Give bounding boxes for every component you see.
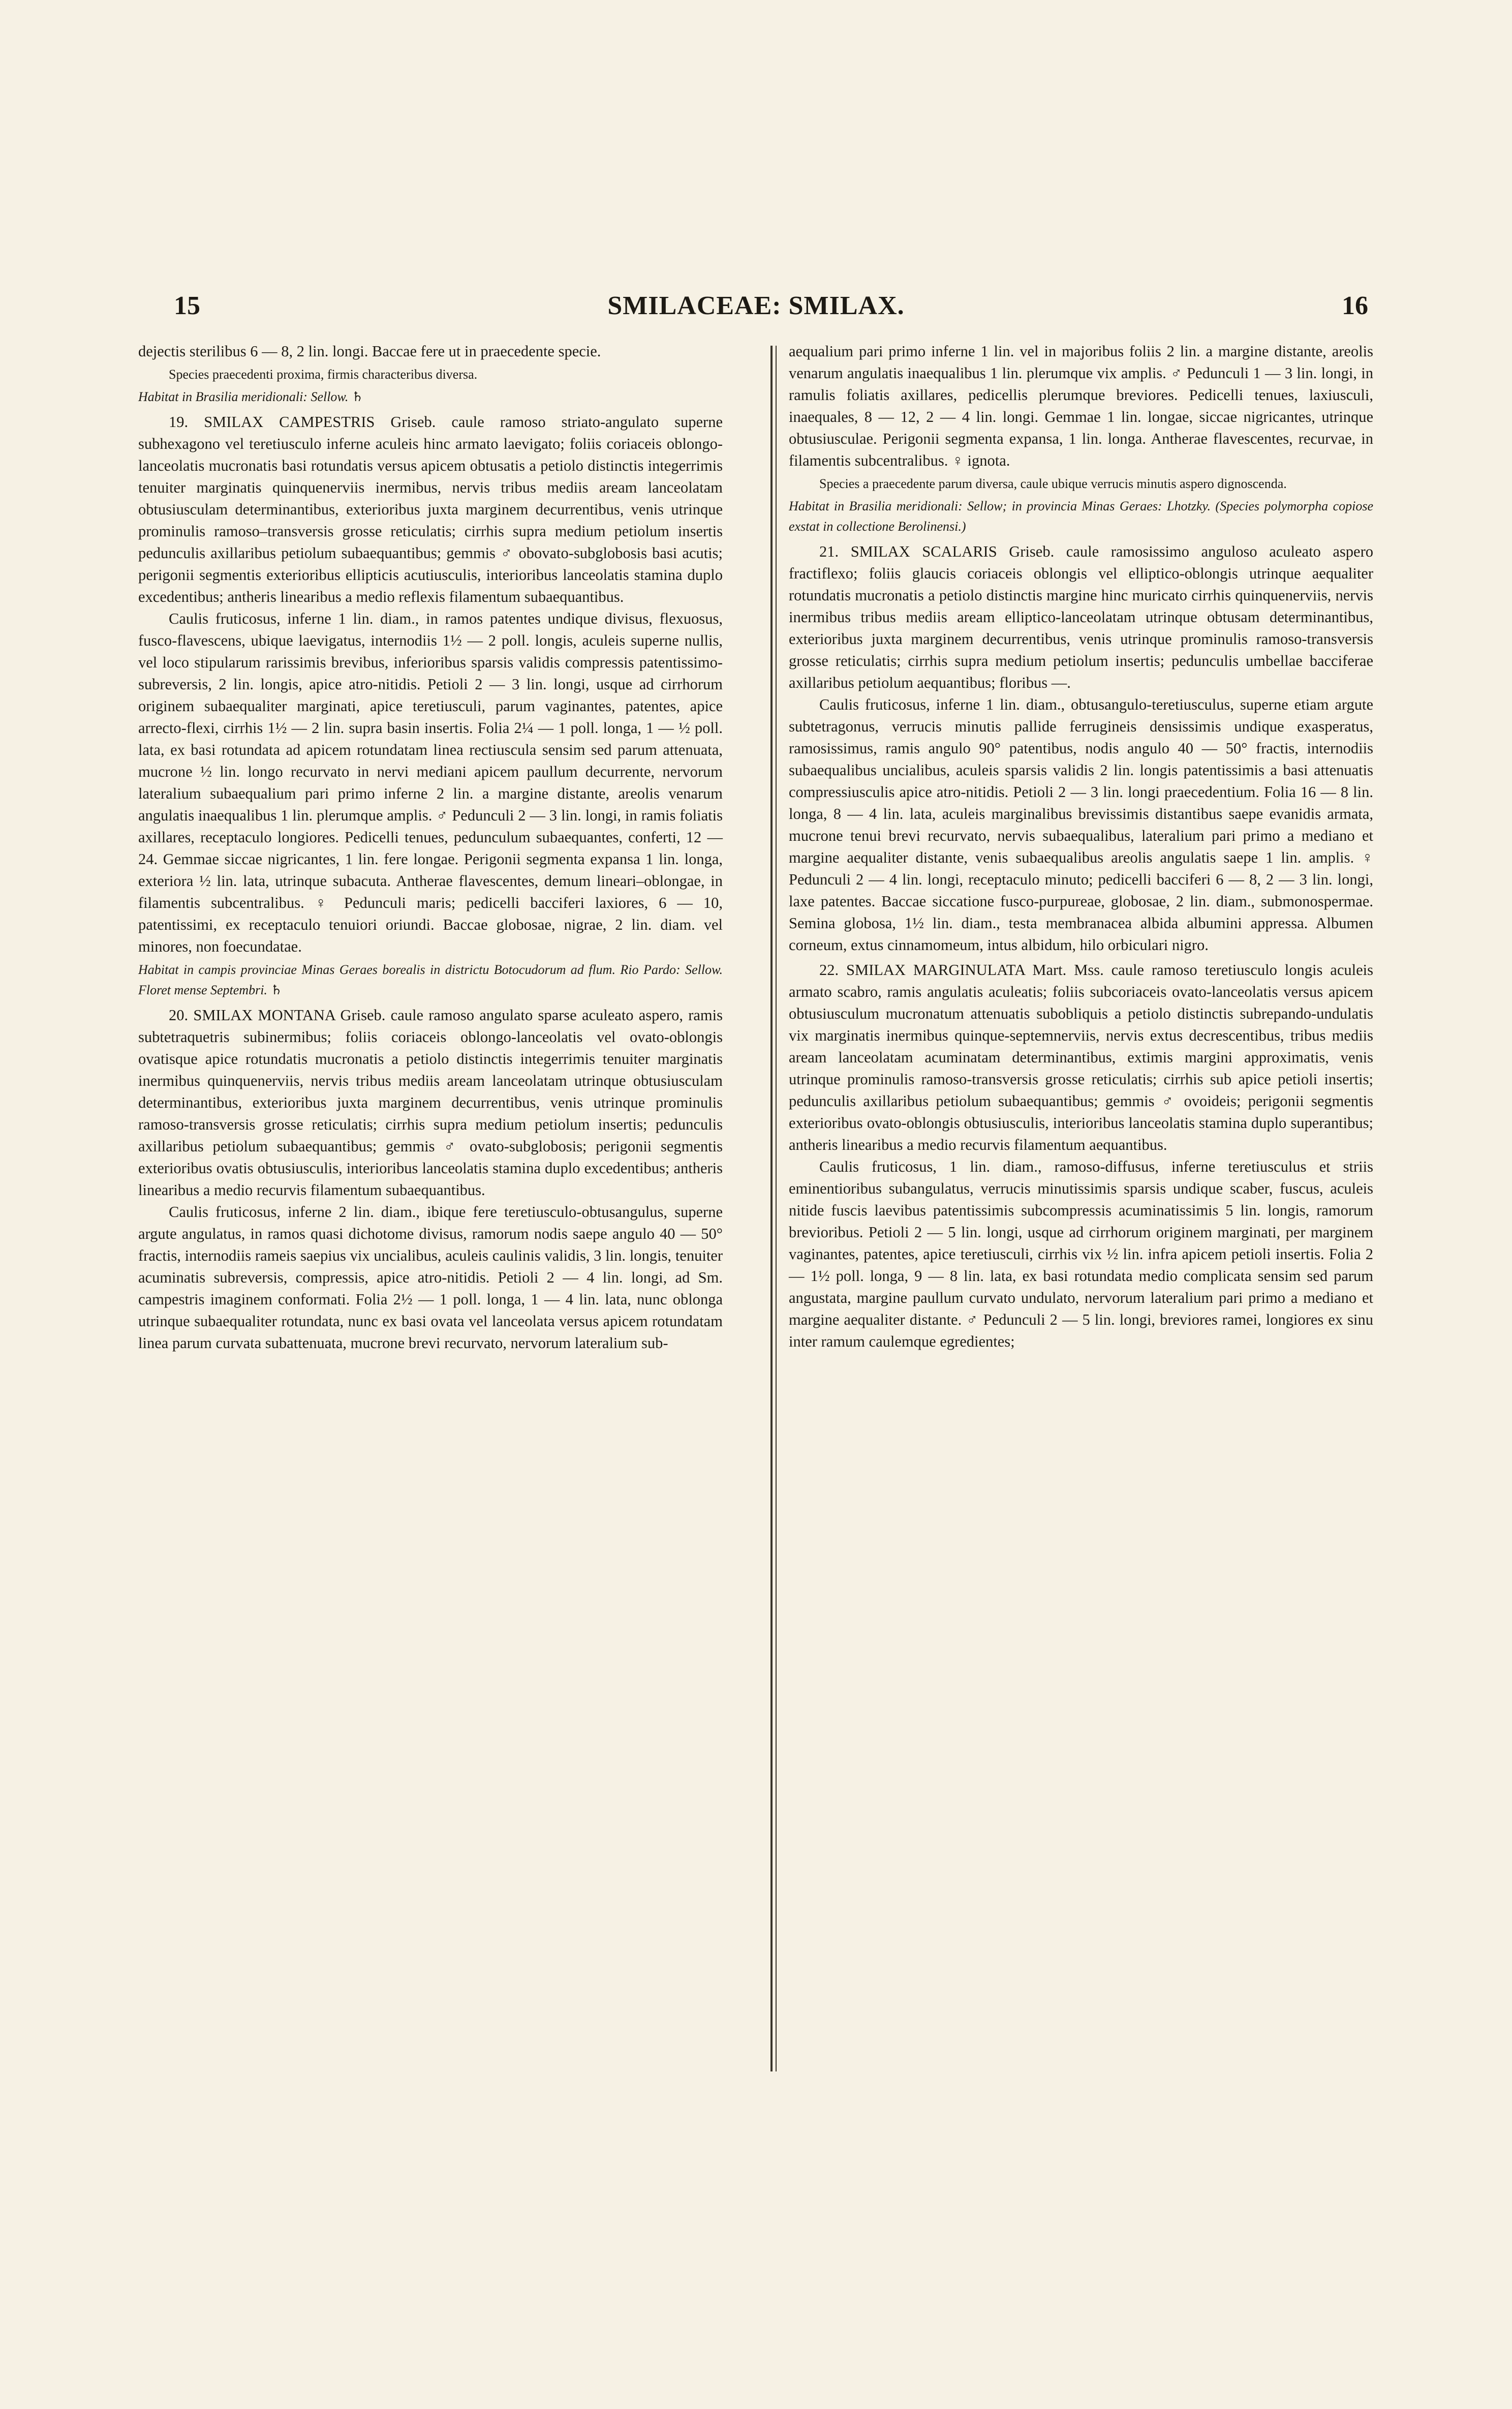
paragraph-continuation: dejectis sterilibus 6 — 8, 2 lin. longi. Baccae fere ut in praecedente specie. — [138, 343, 601, 360]
species-description-20: Caulis fruticosus, inferne 2 lin. diam., ibique fere teretiusculo-obtusangulus, superne argute angulatus, in ramos quasi dichotome divisus, ramorum nodis saepe angulo 40 — 50° fractis, internodiis rameis saepius vix uncialibus, aculeis caulinis validis, 3 lin. longis, tenuiter acuminatis subreversis, compressis, apice atro-nitidis. Petioli 2 — 4 lin. longi, ad Sm. campestris imaginem conformati. Folia 2½ — 1 poll. longa, 1 — 4 lin. lata, nunc oblonga utrinque subaequaliter rotundata, nunc ex basi ovata vel lanceolata versus apicem rotundatam linea parum curvata subattenuata, mucrone brevi recurvato, nervorum lateralium sub- — [138, 1203, 723, 1352]
page-header — [0, 291, 1512, 331]
habitat-note: Habitat in Brasilia meridionali: Sellow. ♄ — [138, 389, 364, 404]
species-heading-21: 21. SMILAX SCALARIS Griseb. caule ramosissimo anguloso aculeato aspero fractiflexo; foliis glaucis coriaceis oblongis vel elliptico-oblongis utrinque aequaliter rotundatis mucronatis a petiolo distinctis margine hinc muricato cirrhis quinquenerviis, nervis inermibus tribus mediis aream elliptico-lanceolatam utrinque obtusam determinantibus, exterioribus juxta marginem decurrentibus, venis utrinque prominulis ramoso-transversis grosse reticulatis; cirrhis supra medium petiolum insertis; pedunculis umbellae bacciferae axillaribus petiolum aequantibus; floribus —. — [789, 543, 1373, 691]
column-divider — [776, 346, 777, 2071]
paragraph-continuation: aequalium pari primo inferne 1 lin. vel in majoribus foliis 2 lin. a margine distante, areolis venarum angulatis inaequalibus 1 lin. plerumque vix amplis. ♂ Pedunculi 1 — 3 lin. longi, in ramulis foliatis axillares, pedicellis plerumque breviores. Pedicelli tenues, laxiusculi, inaequales, 8 — 12, 2 — 4 lin. longi. Gemmae 1 lin. longae, siccae nigricantes, utrinque obtusiusculae. Perigonii segmenta expansa, 1 lin. longa. Antherae flavescentes, recurvae, in filamentis subcentralibus. ♀ ignota. — [789, 343, 1373, 469]
page-number-left: 15 — [174, 291, 200, 320]
species-description-22: Caulis fruticosus, 1 lin. diam., ramoso-diffusus, inferne teretiusculus et striis eminentioribus subangulatus, verrucis minutissimis sparsis undique scaber, fuscus, aculeis nitide fuscis laevibus patentissimis subcompressis acuminatissimis 5 lin. longis, ramorum brevioribus. Petioli 2 — 5 lin. longi, usque ad cirrhorum originem marginati, per marginem vaginantes, patentes, apice teretiusculi, cirrhis vix ½ lin. infra apicem petioli insertis. Folia 2 — 1½ poll. longa, 9 — 8 lin. lata, ex basi rotundata medio complicata sensim sed parum angustata, margine paullum curvato undulato, nervorum lateralium pari primo a mediano et margine aequaliter distante. ♂ Pedunculi 2 — 5 lin. longi, breviores ramei, longiores ex sinu inter ramum caulemque egredientes; — [789, 1158, 1373, 1350]
species-heading-20: 20. SMILAX MONTANA Griseb. caule ramoso angulato sparse aculeato aspero, ramis subtetraquetris subinermibus; foliis coriaceis oblongo-lanceolatis vel ovato-oblongis ovatisque apice rotundatis mucronatis a petiolo distinctis integerrimis tenuiter marginatis inermibus quinquenerviis, nervis tribus mediis aream lanceolatam utrinque obtusiusculam determinantibus, exterioribus juxta marginem decurrentibus, venis utrinque prominulis ramoso-transversis grosse reticulatis; cirrhis supra medium petiolum insertis; pedunculis axillaribus petiolum subaequantibus; gemmis ♂ ovato-subglobosis; perigonii segmentis exterioribus ovatis obtusiusculis, interioribus lanceolatis stamina duplo excedentibus; antheris linearibus a medio recurvis filamentum subaequantibus. — [138, 1007, 723, 1199]
species-heading-22: 22. SMILAX MARGINULATA Mart. Mss. caule ramoso teretiusculo longis aculeis armato scabro, ramis angulatis aculeatis; foliis subcoriaceis ovato-lanceolatis versus apicem obtusiusculum mucronatum attenuatis subobliquis a petiolo distinctis subrepando-undulatis vix marginatis inermibus quinque-septemnerviis, nervis extus decrescentibus, tribus mediis aream lanceolatam acuminatam determinantibus, extimis margini approximatis, venis utrinque prominulis ramoso-transversis grosse reticulatis; cirrhis sub apice petioli insertis; pedunculis axillaribus petiolum subaequantibus; gemmis ♂ ovoideis; perigonii segmentis exterioribus ovato-oblongis obtusiusculis, interioribus lanceolatis stamina duplo superantibus; antheris linearibus a medio recurvis filamentum aequantibus. — [789, 961, 1373, 1153]
left-column — [138, 341, 723, 1354]
habitat-note: Habitat in campis provinciae Minas Geraes borealis in districtu Botocudorum ad flum. Rio Pardo: Sellow. Floret mense Septembri. ♄ — [138, 962, 723, 997]
diagnosis-note: Species a praecedente parum diversa, caule ubique verrucis minutis aspero dignoscenda. — [819, 476, 1287, 491]
habitat-note: Habitat in Brasilia meridionali: Sellow; in provincia Minas Geraes: Lhotzky. (Species polymorpha copiose exstat in collectione Berolinensi.) — [789, 499, 1373, 534]
species-description-21: Caulis fruticosus, inferne 1 lin. diam., obtusangulo-teretiusculus, superne etiam argute subtetragonus, verrucis minutis pallide ferrugineis densissimis undique exasperatus, ramosissimus, ramis angulo 90° patentibus, nodis angulo 40 — 50° fractis, internodiis subaequalibus uncialibus, aculeis sparsis validis 2 lin. longis patentissimis a basi attenuatis compressiusculis apice atro-nitidis. Petioli 2 — 3 lin. longi praecedentium. Folia 16 — 8 lin. longa, 8 — 4 lin. lata, aculeis marginalibus brevissimis distantibus saepe evanidis armata, mucrone tenui brevi recurvato, nervis subaequalibus, lateralium pari primo a mediano et margine aequaliter distante, venis subaequalibus areolis angulatis saepe 1 lin. amplis. ♀ Pedunculi 2 — 4 lin. longi, receptaculo minuto; pedicelli bacciferi 6 — 8, 2 — 3 lin. longi, laxe patentes. Baccae siccatione fusco-purpureae, globosae, 2 lin. diam., submonospermae. Semina globosa, 1½ lin. diam., testa membranacea albida albumini appressa. Albumen corneum, extus cinnamomeum, intus albidum, hilo orbiculari nigro. — [789, 696, 1373, 954]
species-description-19: Caulis fruticosus, inferne 1 lin. diam., in ramos patentes undique divisus, flexuosus, fusco-flavescens, ubique laevigatus, internodiis 1½ — 2 poll. longis, aculeis superne nullis, vel loco stipularum rarissimis brevibus, inferioribus sparsis validis compressis patentissimo-subreversis, 2 lin. longis, apice atro-nitidis. Petioli 2 — 3 lin. longi, usque ad cirrhorum originem subaequaliter marginati, apice teretiusculi, parum vaginantes, patentes, apice arrecto-flexi, cirrhis 1½ — 2 lin. supra basin insertis. Folia 2¼ — 1 poll. longa, 1 — ½ poll. lata, ex basi rotundata ad apicem rotundatam linea rectiuscula sensim sed parum attenuata, mucrone ½ lin. longo recurvato in nervi mediani apicem paullum decurrente, nervorum lateralium subaequalium pari primo inferne 2 lin. a margine distante, areolis venarum angulatis inaequalibus 1 lin. plerumque amplis. ♂ Pedunculi 2 — 3 lin. longi, in ramis foliatis axillares, receptaculo longiores. Pedicelli tenues, pedunculum subaequantes, conferti, 12 — 24. Gemmae siccae nigricantes, 1 lin. fere longae. Perigonii segmenta expansa 1 lin. longa, exteriora ½ lin. lata, utrinque subacuta. Antherae flavescentes, demum lineari–oblongae, in filamentis subcentralibus. ♀ Pedunculi maris; pedicelli bacciferi laxiores, 6 — 10, patentissimi, ex receptaculo tenuiori oriundi. Baccae globosae, nigrae, 2 lin. diam. vel minores, non foecundatae. — [138, 610, 723, 955]
column-divider — [770, 346, 773, 2071]
species-heading-19: 19. SMILAX CAMPESTRIS Griseb. caule ramoso striato-angulato superne subhexagono vel teretiusculo inferne aculeis hinc armato laevigato; foliis coriaceis oblongo-lanceolatis mucronatis basi rotundatis versus apicem obtusatis a petiolo distinctis integerrimis tenuiter marginatis quinquenerviis inermibus, nervis tribus mediis aream lanceolatam obtusiusculam determinantibus, exterioribus juxta marginem decurrentibus, venis utrinque prominulis ramoso–transversis grosse reticulatis; cirrhis supra medium petiolum insertis pedunculis axillaribus petiolum subaequantibus; gemmis ♂ obovato-subglobosis basi acutis; perigonii segmentis exterioribus ellipticis acutiusculis, interioribus lanceolatis stamina duplo excedentibus; antheris linearibus a medio reflexis filamentum subaequantibus. — [138, 413, 723, 605]
page-number-right: 16 — [1342, 291, 1368, 320]
diagnosis-note: Species praecedenti proxima, firmis characteribus diversa. — [169, 367, 478, 382]
right-column — [789, 341, 1373, 1353]
running-title: SMILACEAE: SMILAX. — [607, 291, 905, 320]
